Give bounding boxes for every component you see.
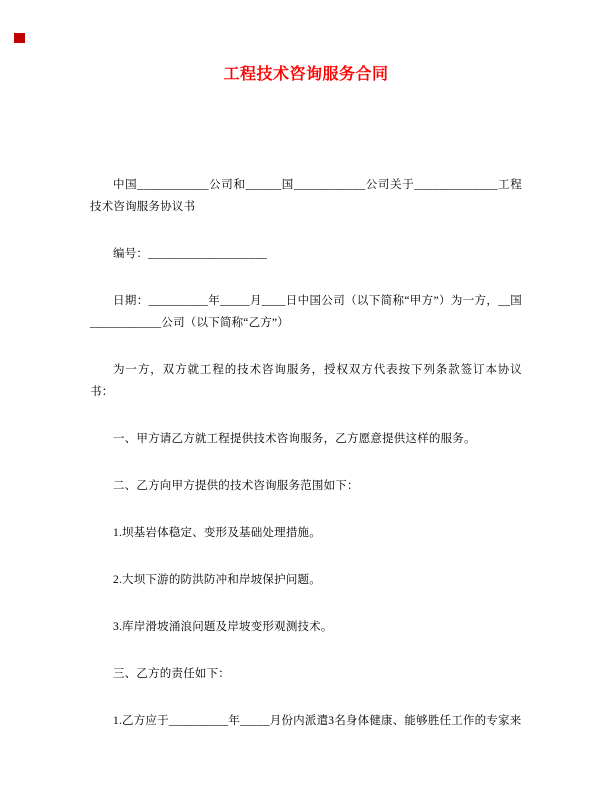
paragraph: 为一方，双方就工程的技术咨询服务，授权双方代表按下列条款签订本协议书：: [90, 364, 522, 398]
paragraph: 日期：__________年_____月____日中国公司（以下简称“甲方”）为一方，__国____________公司（以下简称“乙方”）: [90, 295, 522, 329]
document-body: [0, 174, 612, 732]
paragraph: 1.乙方应于__________年_____月份内派遣3名身体健康、能够胜任工作的专家来: [113, 715, 522, 727]
paragraph: 中国____________公司和______国____________公司关于______________工程技术咨询服务协议书: [90, 179, 522, 213]
paragraph: 2.大坝下游的防洪防冲和岸坡保护问题。: [113, 574, 321, 586]
paragraph: 三、乙方的责任如下：: [113, 668, 230, 680]
document-title: 工程技术咨询服务合同: [223, 66, 389, 83]
paragraph: 一、甲方请乙方就工程提供技术咨询服务，乙方愿意提供这样的服务。: [113, 433, 476, 445]
red-square-mark: [14, 33, 25, 43]
paragraph: 3.库岸滑坡涌浪问题及岸坡变形观测技术。: [113, 621, 333, 633]
paragraph: 1.坝基岩体稳定、变形及基础处理措施。: [113, 527, 321, 539]
paragraph: 二、乙方向甲方提供的技术咨询服务范围如下：: [113, 480, 359, 492]
paragraph: 编号：____________________: [113, 248, 268, 260]
